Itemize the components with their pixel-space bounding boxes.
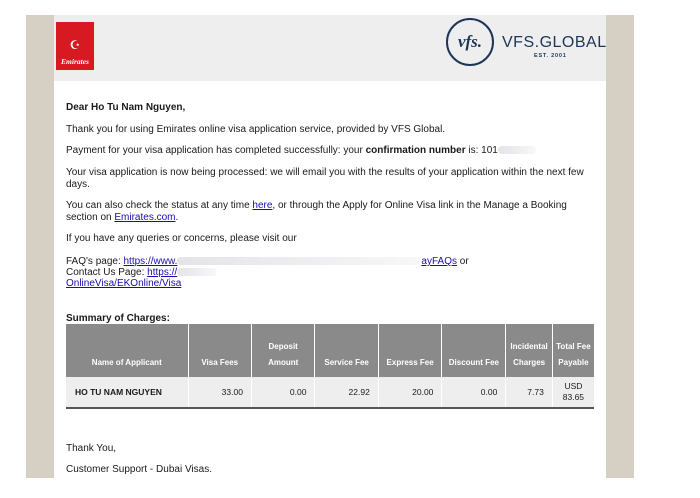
header-deposit-amount: Deposit Amount bbox=[251, 324, 314, 377]
thanks-line: Thank you for using Emirates online visa application service, provided by VFS Global. bbox=[66, 124, 446, 135]
express-fee-cell: 20.00 bbox=[378, 377, 442, 408]
emirates-emblem-icon: ☪ bbox=[69, 38, 81, 52]
emirates-site-link[interactable]: Emirates.com bbox=[114, 212, 176, 223]
payment-prefix: Payment for your visa application has completed successfully: your bbox=[66, 145, 366, 156]
payment-confirmation-line bbox=[66, 145, 586, 157]
header-service-fee: Service Fee bbox=[315, 324, 378, 377]
charges-header-row bbox=[66, 324, 594, 377]
applicant-name-cell: HO TU NAM NGUYEN bbox=[66, 377, 188, 408]
emirates-logo bbox=[56, 22, 94, 70]
discount-fee-cell: 0.00 bbox=[442, 377, 506, 408]
faq-link-end[interactable]: ayFAQs bbox=[421, 256, 457, 267]
visa-fees-cell: 33.00 bbox=[188, 377, 251, 408]
total-amount: 83.65 bbox=[562, 392, 585, 402]
redacted-faq-url bbox=[177, 257, 421, 265]
processing-line: Your visa application is now being processed: we will email you with the results of your application within the next few days. bbox=[66, 167, 584, 190]
greeting: Dear Ho Tu Nam Nguyen, bbox=[66, 102, 186, 113]
emirates-wordmark: Emirates bbox=[61, 57, 89, 66]
total-currency: USD bbox=[564, 381, 583, 391]
header-incidental-charges: Incidental Charges bbox=[506, 324, 552, 377]
header-visa-fees: Visa Fees bbox=[188, 324, 251, 377]
page-frame-left bbox=[26, 15, 54, 478]
redacted-contact-url bbox=[177, 268, 217, 276]
total-fee-cell bbox=[552, 377, 594, 408]
vfs-monogram: vfs. bbox=[457, 32, 483, 51]
header-express-fee: Express Fee bbox=[378, 324, 442, 377]
summary-title: Summary of Charges: bbox=[66, 313, 170, 324]
faq-label: FAQ's page: bbox=[66, 256, 124, 267]
vfs-logo-icon bbox=[446, 18, 494, 66]
redacted-confirmation bbox=[498, 146, 536, 154]
status-line bbox=[66, 200, 586, 224]
confirmation-number: is: 101 bbox=[465, 145, 498, 156]
status-prefix: You can also check the status at any time bbox=[66, 200, 253, 211]
header-discount-fee: Discount Fee bbox=[442, 324, 506, 377]
faq-or: or bbox=[456, 256, 469, 267]
vfs-global-name: VFS.GLOBAL bbox=[502, 34, 607, 51]
status-middle: , or through the Apply for Online Visa link in the Manage a Booking section on bbox=[66, 200, 567, 223]
signoff-team: Customer Support - Dubai Visas. bbox=[66, 464, 212, 475]
status-suffix: . bbox=[175, 212, 179, 223]
incidental-charges-cell: 7.73 bbox=[506, 377, 552, 408]
status-here-link[interactable]: here bbox=[252, 200, 273, 211]
confirmation-label: confirmation number bbox=[365, 145, 466, 156]
faq-link-start[interactable]: https://www. bbox=[123, 256, 178, 267]
header-name-of-applicant: Name of Applicant bbox=[66, 324, 188, 377]
contact-link-continued[interactable]: OnlineVisa/EKOnline/Visa bbox=[66, 278, 182, 289]
deposit-amount-cell: 0.00 bbox=[251, 377, 314, 408]
charges-table bbox=[66, 324, 594, 409]
contact-label: Contact Us Page: bbox=[66, 267, 148, 278]
contact-link-start[interactable]: https:// bbox=[147, 267, 178, 278]
queries-line: If you have any queries or concerns, please visit our bbox=[66, 233, 297, 244]
page-frame-right bbox=[606, 15, 634, 478]
service-fee-cell: 22.92 bbox=[315, 377, 378, 408]
header-total-fee-payable: Total Fee Payable bbox=[552, 324, 594, 377]
contact-link-line2 bbox=[66, 278, 586, 290]
table-row bbox=[66, 377, 594, 408]
signoff-thanks: Thank You, bbox=[66, 443, 117, 454]
vfs-established: EST. 2001 bbox=[534, 53, 567, 59]
